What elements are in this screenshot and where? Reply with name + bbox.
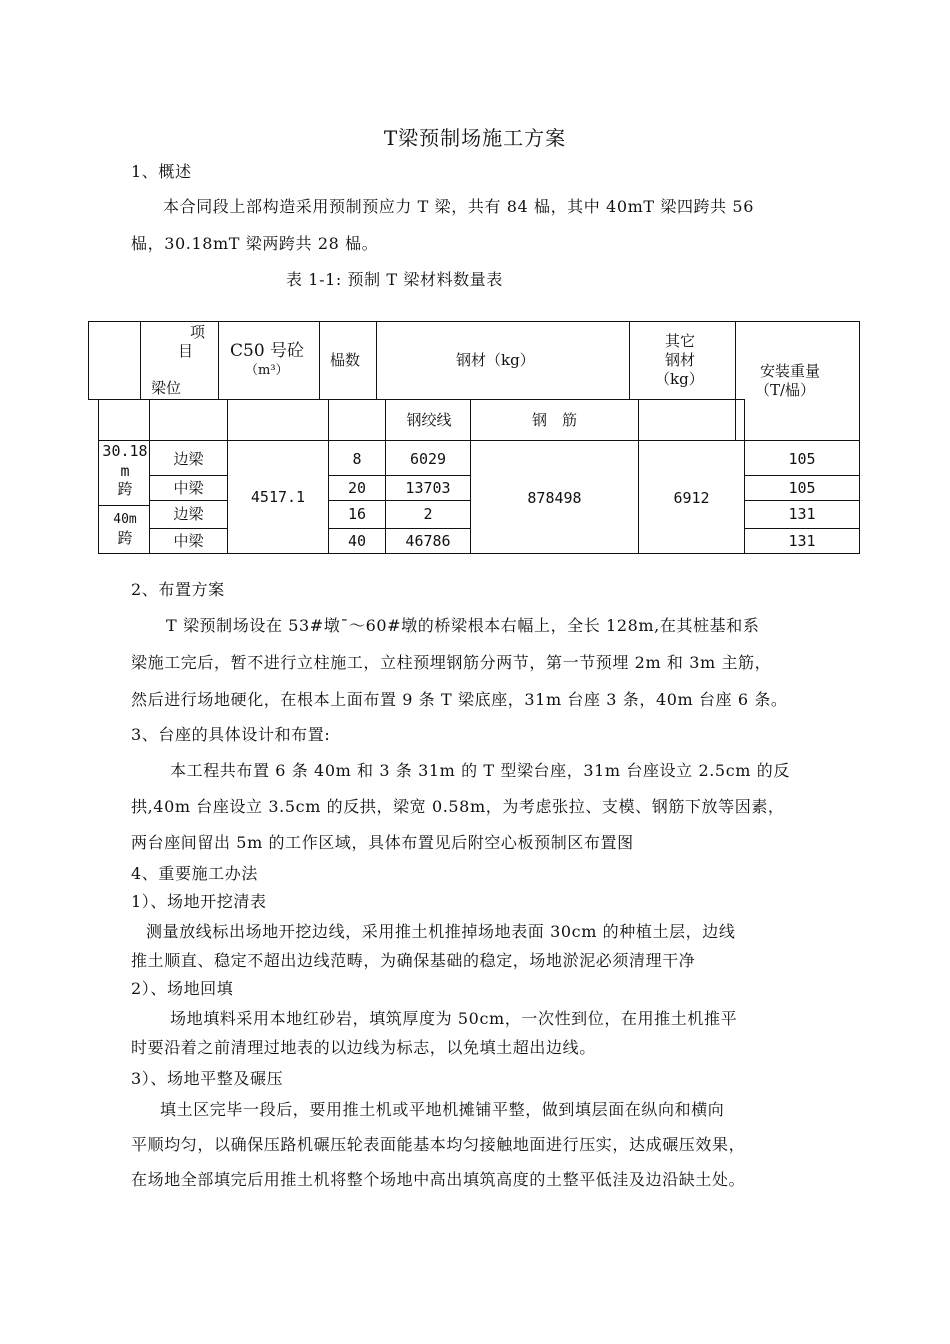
row-3-count: 16 <box>347 505 367 523</box>
section-2-line-1: T 梁预制场设在 53#墩¯～60#墩的桥梁根本右幅上，全长 128m,在其桩基和系 <box>166 616 760 635</box>
row-4-weight: 131 <box>788 532 816 550</box>
row-1-strand: 6029 <box>409 450 447 468</box>
section-4-2-heading: 2）、场地回填 <box>131 979 234 998</box>
row-2-count: 20 <box>347 479 367 497</box>
header-count: 榀数 <box>330 351 361 369</box>
row-3-strand: 2 <box>423 505 433 523</box>
header-mu: 目 <box>178 342 194 360</box>
header-weight-2: （T/榀） <box>755 381 816 399</box>
section-4-1-heading: 1）、场地开挖清表 <box>131 892 267 911</box>
section-3-line-2: 拱,40m 台座设立 3.5cm 的反拱，梁宽 0.58m，为考虑张拉、支模、钢筋下放等因素， <box>131 797 785 816</box>
section-4-3-line-2: 平顺均匀，以确保压路机碾压轮表面能基本均匀接触地面进行压实，达成碾压效果， <box>131 1135 746 1154</box>
row-1-count: 8 <box>352 450 362 468</box>
section-4-2-line-1: 场地填料采用本地红砂岩，填筑厚度为 50cm，一次性到位，在用推土机推平 <box>170 1009 738 1028</box>
header-c50: C50 号砼 <box>230 341 305 361</box>
section-2-line-2: 梁施工完后，暂不进行立柱施工，立柱预埋钢筋分两节，第一节预埋 2m 和 3m 主筋， <box>131 653 772 672</box>
group-30m-label-1: 30.18 <box>102 442 148 460</box>
section-3-heading: 3、台座的具体设计和布置: <box>131 725 331 744</box>
header-rebar: 钢 筋 <box>531 411 577 429</box>
row-3-weight: 131 <box>788 505 816 523</box>
group-40m-label-2: 跨 <box>117 529 133 547</box>
header-weight-1: 安装重量 <box>760 362 821 380</box>
group-40m-label-1: 40m <box>113 512 137 527</box>
other-steel-total: 6912 <box>673 489 710 507</box>
section-1-heading: 1、概述 <box>131 162 192 181</box>
header-other-2: 钢材 <box>665 351 696 369</box>
section-2-heading: 2、布置方案 <box>131 580 225 599</box>
section-1-line-1: 本合同段上部构造采用预制预应力 T 梁，共有 84 榀，其中 40mT 梁四跨共 56 <box>163 197 754 216</box>
section-3-line-3: 两台座间留出 5m 的工作区域，具体布置见后附空心板预制区布置图 <box>131 833 634 852</box>
section-4-3-heading: 3）、场地平整及碾压 <box>131 1069 284 1088</box>
section-4-1-line-1: 测量放线标出场地开挖边线，采用推土机推掉场地表面 30cm 的种植土层，边线 <box>146 922 736 941</box>
section-2-line-3: 然后进行场地硬化，在根本上面布置 9 条 T 梁底座，31m 台座 3 条，40m 台座 6 条。 <box>131 690 788 709</box>
section-4-3-line-1: 填土区完毕一段后，要用推土机或平地机摊铺平整，做到填层面在纵向和横向 <box>160 1100 725 1119</box>
row-3-position: 边梁 <box>173 505 204 523</box>
header-strand: 钢绞线 <box>406 411 452 429</box>
page-title: T梁预制场施工方案 <box>383 126 567 150</box>
row-2-position: 中梁 <box>173 479 204 497</box>
row-4-strand: 46786 <box>405 532 451 550</box>
rebar-total: 878498 <box>527 489 582 507</box>
section-4-2-line-2: 时要沿着之前清理过地表的以边线为标志，以免填土超出边线。 <box>131 1038 596 1057</box>
row-2-weight: 105 <box>788 479 816 497</box>
section-4-heading: 4、重要施工办法 <box>131 864 258 883</box>
header-beam-position: 梁位 <box>151 379 182 397</box>
header-item: 项 <box>190 323 206 341</box>
row-2-strand: 13703 <box>405 479 451 497</box>
section-4-1-line-2: 推土顺直、稳定不超出边线范畴，为确保基础的稳定，场地淤泥必须清理干净 <box>131 951 696 970</box>
table-caption: 表 1-1: 预制 T 梁材料数量表 <box>286 270 503 289</box>
header-steel: 钢材（kg） <box>456 351 535 369</box>
header-other-3: （kg） <box>655 370 704 388</box>
section-3-line-1: 本工程共布置 6 条 40m 和 3 条 31m 的 T 型梁台座，31m 台座设立 2.5cm 的反 <box>170 761 790 780</box>
row-1-position: 边梁 <box>173 450 204 468</box>
row-4-position: 中梁 <box>173 532 204 550</box>
header-c50-unit: （m³） <box>245 363 289 378</box>
group-30m-label-2: m <box>120 462 130 480</box>
group-30m-label-3: 跨 <box>117 480 133 498</box>
row-4-count: 40 <box>347 532 367 550</box>
row-1-weight: 105 <box>788 450 816 468</box>
section-4-3-line-3: 在场地全部填完后用推土机将整个场地中高出填筑高度的土整平低洼及边沿缺土处。 <box>131 1170 746 1189</box>
header-other-1: 其它 <box>665 332 696 350</box>
section-1-line-2: 榀，30.18mT 梁两跨共 28 榀。 <box>131 234 379 253</box>
c50-total: 4517.1 <box>250 488 306 506</box>
